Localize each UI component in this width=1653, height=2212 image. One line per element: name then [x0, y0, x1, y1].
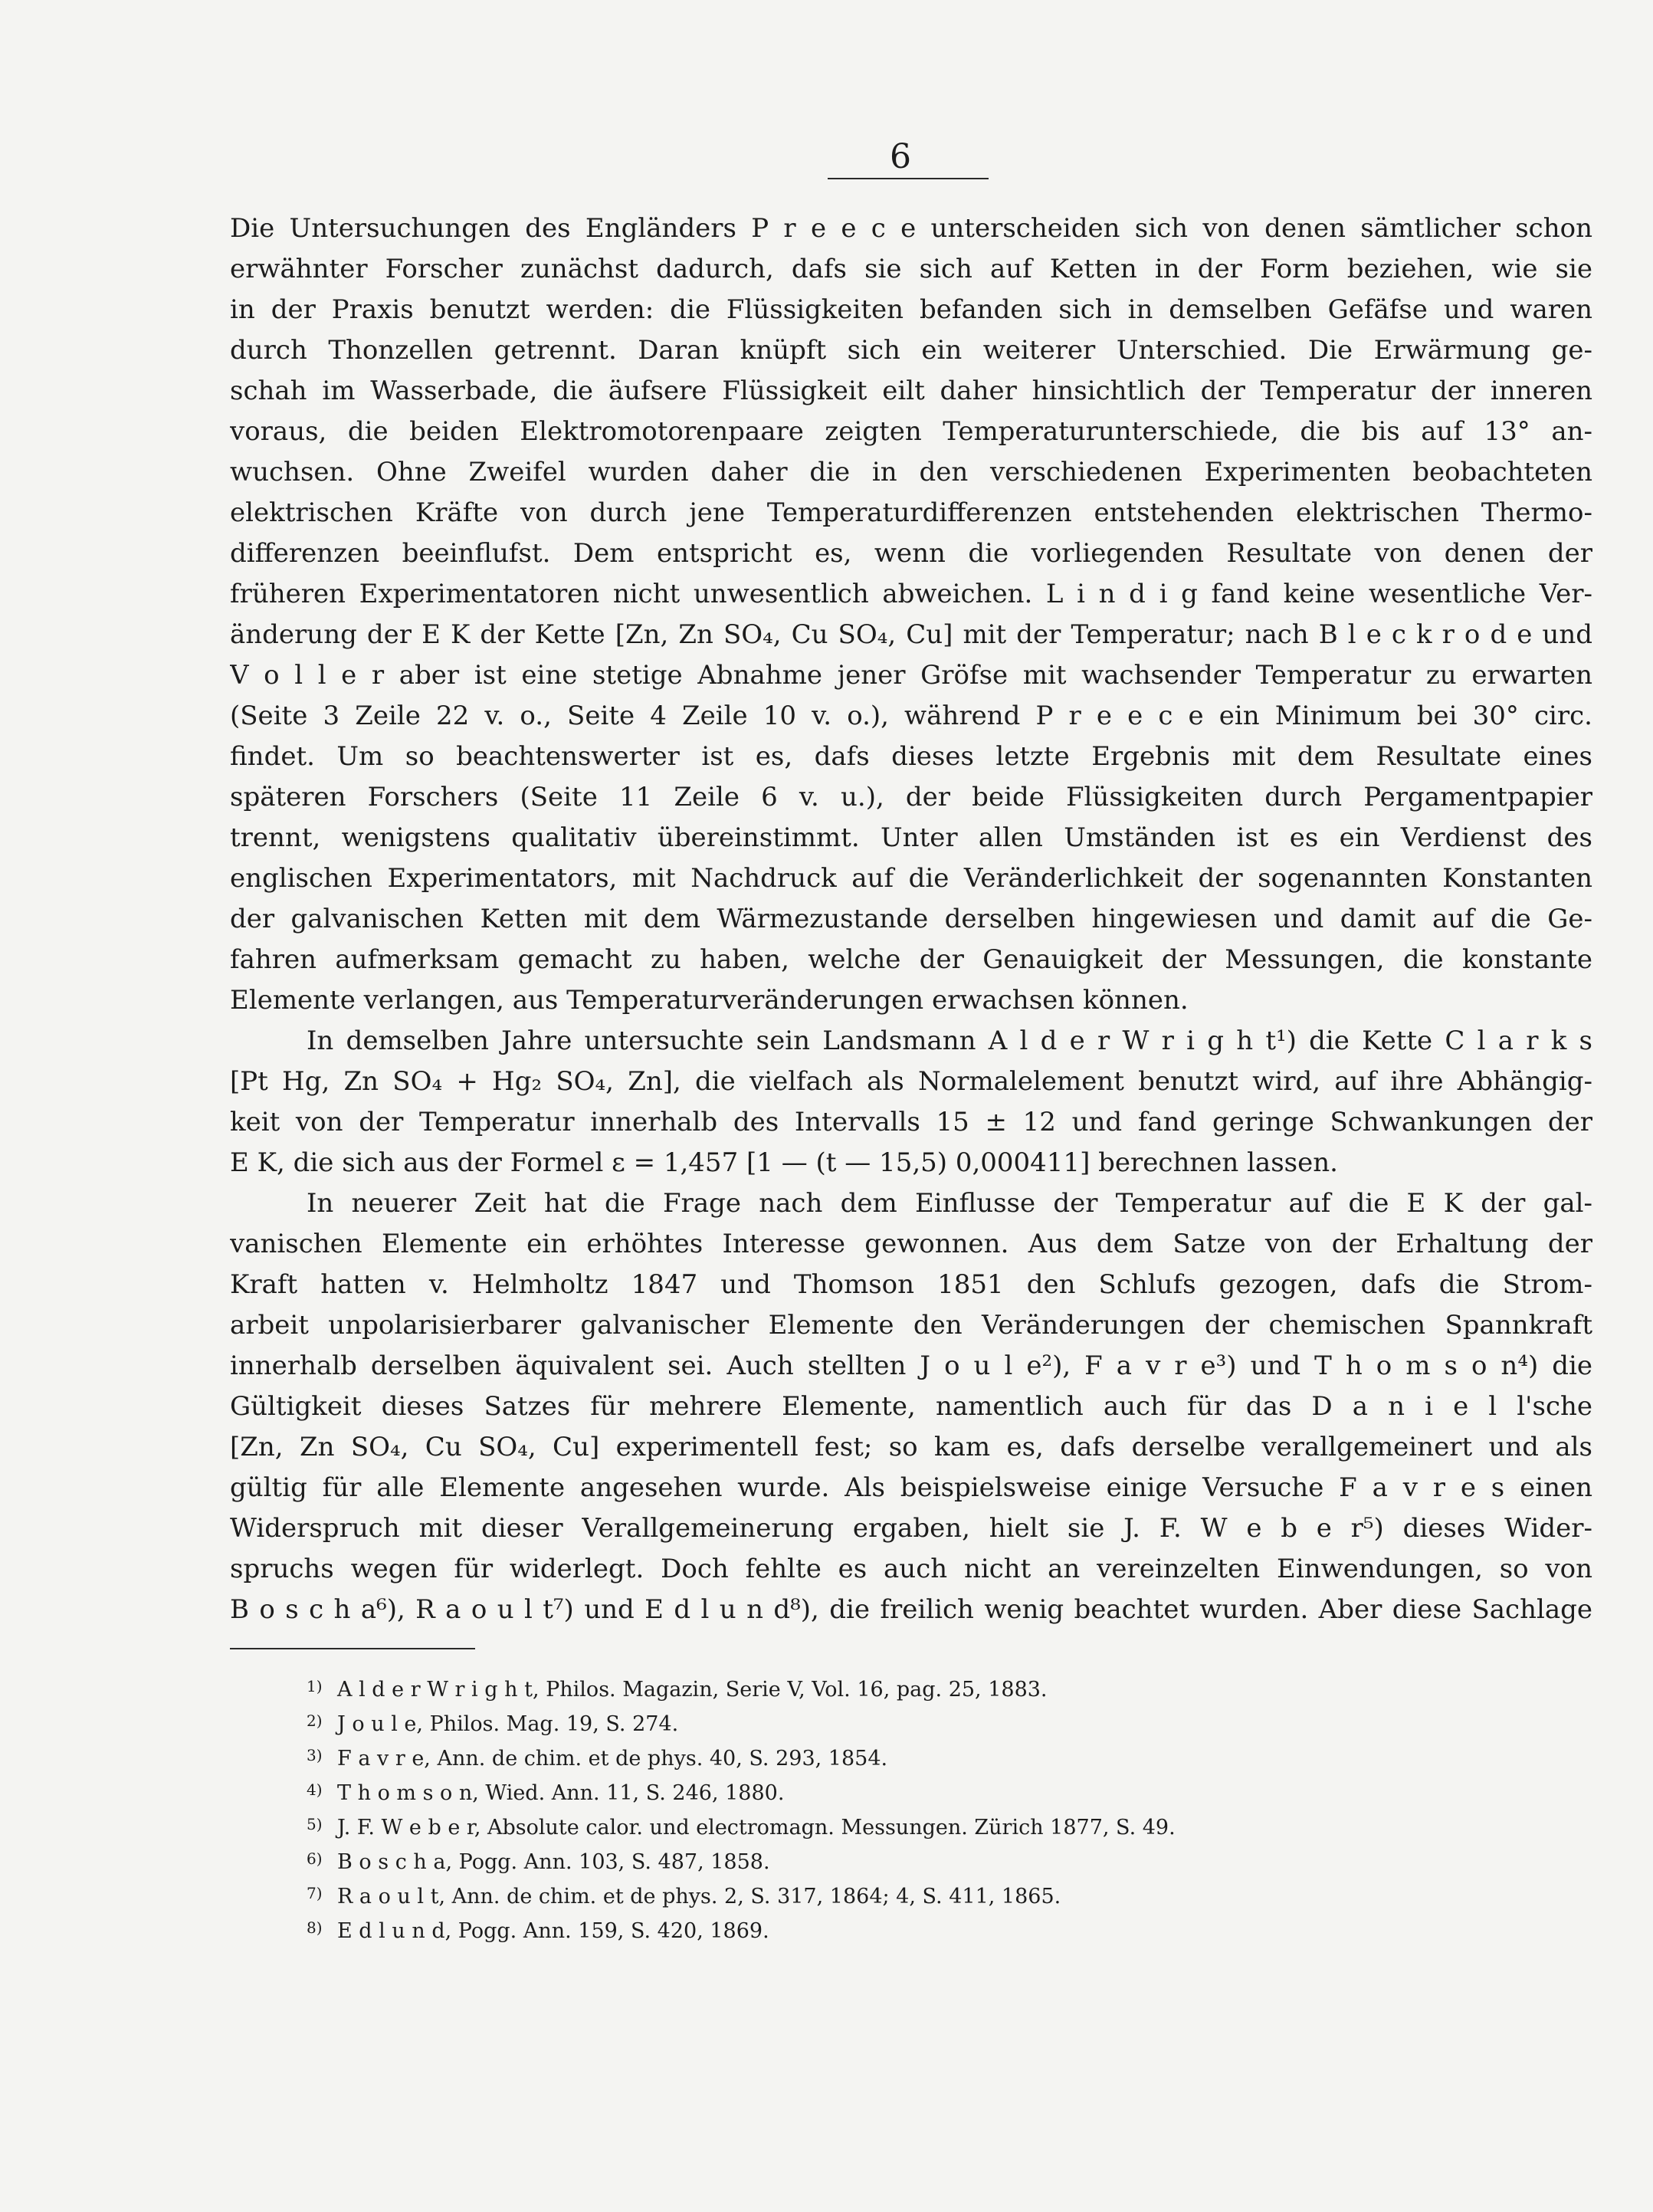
footnote-text: B o s c h a, Pogg. Ann. 103, S. 487, 1858. — [337, 1850, 770, 1874]
text-line: arbeit unpolarisierbarer galvanischer Elemente den Veränderungen der chemischen Spannkraft — [230, 1310, 1592, 1341]
page-number-rule — [828, 178, 989, 179]
text-line: der galvanischen Ketten mit dem Wärmezustande derselben hingewiesen und damit auf die Ge- — [230, 904, 1592, 934]
footnote — [307, 1704, 1609, 1738]
text-line: (Seite 3 Zeile 22 v. o., Seite 4 Zeile 10 v. o.), während P r e e c e ein Minimum bei 30° circ. — [230, 701, 1592, 731]
footnote-rule — [230, 1648, 475, 1649]
footnote-text: J. F. W e b e r, Absolute calor. und electromagn. Messungen. Zürich 1877, S. 49. — [337, 1816, 1176, 1840]
footnote-number: 7) — [307, 1884, 323, 1902]
text-line: Kraft hatten v. Helmholtz 1847 und Thomson 1851 den Schlufs gezogen, dafs die Strom- — [230, 1269, 1592, 1300]
footnote-number: 5) — [307, 1815, 323, 1833]
footnote-text: F a v r e, Ann. de chim. et de phys. 40, S. 293, 1854. — [337, 1747, 888, 1771]
footnote — [307, 1773, 1609, 1807]
text-line: E K, die sich aus der Formel ε = 1,457 [1 — (t — 15,5) 0,000411] berechnen lassen. — [230, 1147, 1338, 1178]
footnote-text: E d l u n d, Pogg. Ann. 159, S. 420, 1869. — [337, 1919, 769, 1943]
footnote — [307, 1738, 1609, 1773]
text-line: In demselben Jahre untersuchte sein Landsmann A l d e r W r i g h t¹) die Kette C l a r k s — [307, 1026, 1592, 1056]
text-line: in der Praxis benutzt werden: die Flüssigkeiten befanden sich in demselben Gefäfse und waren — [230, 294, 1592, 325]
footnote — [307, 1842, 1609, 1876]
text-line: B o s c h a⁶), R a o u l t⁷) und E d l u n d⁸), die freilich wenig beachtet wurden. Aber diese Sachlage — [230, 1594, 1592, 1625]
text-line: schah im Wasserbade, die äufsere Flüssigkeit eilt daher hinsichtlich der Temperatur der inneren — [230, 376, 1592, 406]
text-line: erwähnter Forscher zunächst dadurch, dafs sie sich auf Ketten in der Form beziehen, wie sie — [230, 254, 1592, 284]
text-line: findet. Um so beachtenswerter ist es, dafs dieses letzte Ergebnis mit dem Resultate eines — [230, 741, 1592, 772]
text-line: In neuerer Zeit hat die Frage nach dem Einflusse der Temperatur auf die E K der gal- — [307, 1188, 1592, 1219]
footnote — [307, 1876, 1609, 1911]
page-number: 6 — [890, 137, 911, 176]
text-line: V o l l e r aber ist eine stetige Abnahme jener Gröfse mit wachsender Temperatur zu erwarten — [230, 660, 1592, 691]
footnote-number: 2) — [307, 1712, 323, 1730]
footnote-text: R a o u l t, Ann. de chim. et de phys. 2, S. 317, 1864; 4, S. 411, 1865. — [337, 1885, 1061, 1908]
footnote-number: 3) — [307, 1746, 323, 1764]
footnote-number: 1) — [307, 1677, 323, 1695]
text-line: Elemente verlangen, aus Temperaturveränderungen erwachsen können. — [230, 985, 1189, 1016]
text-line: trennt, wenigstens qualitativ übereinstimmt. Unter allen Umständen ist es ein Verdienst des — [230, 822, 1592, 853]
text-line: durch Thonzellen getrennt. Daran knüpft sich ein weiterer Unterschied. Die Erwärmung ge- — [230, 335, 1592, 366]
footnotes — [307, 1669, 1609, 1945]
text-line: innerhalb derselben äquivalent sei. Auch stellten J o u l e²), F a v r e³) und T h o m s o n⁴) die — [230, 1351, 1592, 1381]
footnote — [307, 1911, 1609, 1945]
text-line: späteren Forschers (Seite 11 Zeile 6 v. u.), der beide Flüssigkeiten durch Pergamentpapier — [230, 782, 1592, 812]
text-line: englischen Experimentators, mit Nachdruck auf die Veränderlichkeit der sogenannten Konstanten — [230, 863, 1592, 894]
footnote — [307, 1669, 1609, 1704]
text-line: vanischen Elemente ein erhöhtes Interesse gewonnen. Aus dem Satze von der Erhaltung der — [230, 1229, 1592, 1259]
footnote-text: J o u l e, Philos. Mag. 19, S. 274. — [337, 1712, 679, 1736]
text-line: spruchs wegen für widerlegt. Doch fehlte es auch nicht an vereinzelten Einwendungen, so von — [230, 1554, 1592, 1584]
text-line: [Pt Hg, Zn SO₄ + Hg₂ SO₄, Zn], die vielfach als Normalelement benutzt wird, auf ihre Abhängig- — [230, 1066, 1592, 1097]
text-line: änderung der E K der Kette [Zn, Zn SO₄, Cu SO₄, Cu] mit der Temperatur; nach B l e c k r o d e und — [230, 619, 1592, 650]
text-line: wuchsen. Ohne Zweifel wurden daher die in den verschiedenen Experimenten beobachteten — [230, 457, 1592, 487]
text-line: Die Untersuchungen des Engländers P r e e c e unterscheiden sich von denen sämtlicher schon — [230, 213, 1592, 244]
text-line: differenzen beeinflufst. Dem entspricht es, wenn die vorliegenden Resultate von denen der — [230, 538, 1592, 569]
text-line: elektrischen Kräfte von durch jene Temperaturdifferenzen entstehenden elektrischen Thermo- — [230, 497, 1592, 528]
text-line: gültig für alle Elemente angesehen wurde. Als beispielsweise einige Versuche F a v r e s einen — [230, 1472, 1592, 1503]
text-line: keit von der Temperatur innerhalb des Intervalls 15 ± 12 und fand geringe Schwankungen der — [230, 1107, 1592, 1137]
footnote — [307, 1807, 1609, 1842]
text-line: fahren aufmerksam gemacht zu haben, welche der Genauigkeit der Messungen, die konstante — [230, 944, 1592, 975]
text-line: Widerspruch mit dieser Verallgemeinerung ergaben, hielt sie J. F. W e b e r⁵) dieses Wider- — [230, 1513, 1592, 1544]
footnote-number: 6) — [307, 1849, 323, 1868]
text-line: Gültigkeit dieses Satzes für mehrere Elemente, namentlich auch für das D a n i e l l'sche — [230, 1391, 1592, 1422]
footnote-number: 4) — [307, 1780, 323, 1799]
text-line: früheren Experimentatoren nicht unwesentlich abweichen. L i n d i g fand keine wesentliche Ver- — [230, 579, 1592, 609]
text-line: voraus, die beiden Elektromotorenpaare zeigten Temperaturunterschiede, die bis auf 13° an- — [230, 416, 1592, 447]
body-text — [230, 208, 1592, 1630]
text-line: [Zn, Zn SO₄, Cu SO₄, Cu] experimentell fest; so kam es, dafs derselbe verallgemeinert und als — [230, 1432, 1592, 1462]
footnote-text: T h o m s o n, Wied. Ann. 11, S. 246, 1880. — [337, 1781, 785, 1805]
footnote-number: 8) — [307, 1918, 323, 1937]
footnote-text: A l d e r W r i g h t, Philos. Magazin, Serie V, Vol. 16, pag. 25, 1883. — [337, 1678, 1048, 1702]
